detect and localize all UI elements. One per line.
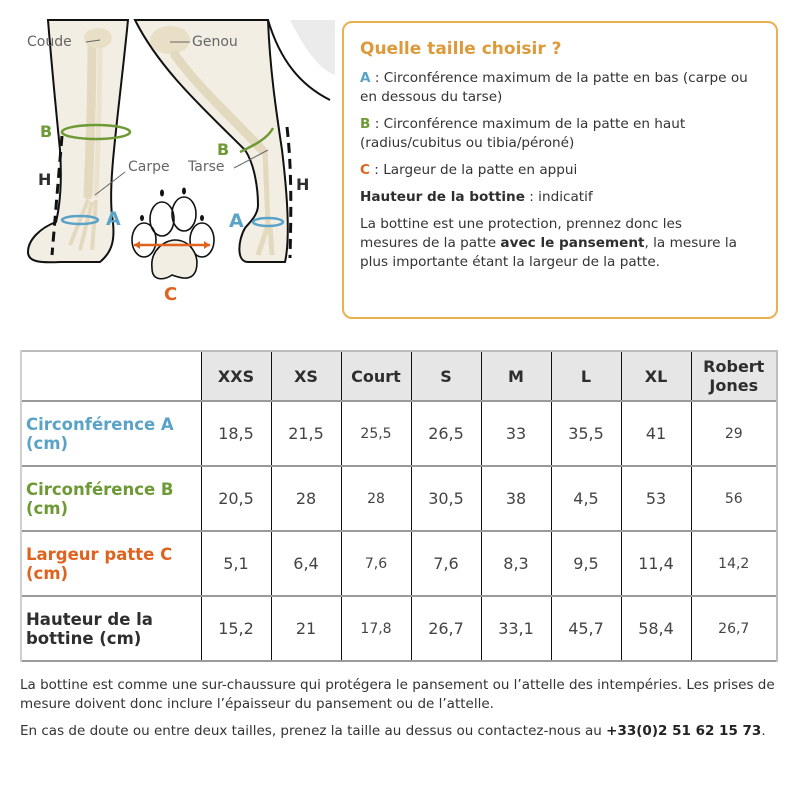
table-row [21,596,777,661]
paw-print-icon [132,197,214,279]
label-knee: Genou [192,34,238,50]
table-cell: 29 [691,401,777,466]
size-table [20,350,778,662]
label-b-front: B [40,122,53,141]
table-cell: 7,6 [341,531,411,596]
label-c-paw: C [164,284,178,305]
label-carpus: Carpe [128,159,170,175]
info-item-a-text: Circonférence maximum de la patte en bas (carpe ou en dessous du tarse) [360,70,748,105]
table-cell: 41 [621,401,691,466]
column-header: S [411,351,481,401]
table-cell: 25,5 [341,401,411,466]
table-cell: 45,7 [551,596,621,661]
leg-measurement-illustration [0,0,340,310]
label-a-hind: A [229,210,244,232]
note-text-end: , la mesure la plus importante étant la largeur de la patte. [360,235,737,270]
table-cell: 35,5 [551,401,621,466]
info-note [360,215,760,272]
table-cell: 26,5 [411,401,481,466]
size-table-container [20,350,776,662]
label-a-front: A [106,208,121,230]
table-cell: 20,5 [201,466,271,531]
info-item-height [360,188,760,207]
info-item-c-text: Largeur de la patte en appui [383,162,578,178]
table-cell: 18,5 [201,401,271,466]
table-cell: 14,2 [691,531,777,596]
phone-number[interactable]: +33(0)2 51 62 15 73 [606,723,762,739]
label-h-hind: H [296,175,310,194]
table-cell: 7,6 [411,531,481,596]
row-header-width-c: Largeur patte C (cm) [21,531,201,596]
column-header: M [481,351,551,401]
footer-notes [20,676,790,749]
table-row [21,401,777,466]
table-cell: 5,1 [201,531,271,596]
key-b: B [360,116,371,132]
info-item-b-text: Circonférence maximum de la patte en haut (radius/cubitus ou tibia/péroné) [360,116,686,151]
label-h-front: H [38,170,52,189]
table-cell: 33,1 [481,596,551,661]
row-header-circumference-a: Circonférence A (cm) [21,401,201,466]
separator: : [369,162,384,178]
row-header-circumference-b: Circonférence B (cm) [21,466,201,531]
label-b-hind: B [217,140,230,159]
label-elbow: Coude [27,34,72,50]
column-header: XXS [201,351,271,401]
key-c: C [360,162,370,178]
column-header: Court [341,351,411,401]
header-blank [21,351,201,401]
info-item-a [360,69,760,107]
footer-paragraph-1: La bottine est comme une sur-chaussure qui protégera le pansement ou l’attelle des intempéries. Les prises de mesure doivent donc inclure l’épaisseur du pansement ou de l’attelle. [20,677,775,712]
note-text: La bottine est une protection, prennez donc les mesures de la patte [360,216,682,251]
size-guide-info-box [342,21,778,319]
footer-contact-text: En cas de doute ou entre deux tailles, prenez la taille au dessus ou contactez-nous au [20,723,607,739]
separator: : [370,116,384,132]
table-cell: 30,5 [411,466,481,531]
label-tarsus: Tarse [188,159,225,175]
table-cell: 56 [691,466,777,531]
table-cell: 6,4 [271,531,341,596]
column-header: L [551,351,621,401]
info-item-c [360,161,760,180]
note-emphasis: avec le pansement [500,235,645,251]
table-cell: 9,5 [551,531,621,596]
info-item-height-text: indicatif [538,189,593,205]
table-row [21,466,777,531]
table-cell: 26,7 [411,596,481,661]
row-header-boot-height: Hauteur de la bottine (cm) [21,596,201,661]
table-cell: 58,4 [621,596,691,661]
column-header: XL [621,351,691,401]
table-cell: 38 [481,466,551,531]
column-header: Robert Jones [691,351,777,401]
table-cell: 33 [481,401,551,466]
table-cell: 26,7 [691,596,777,661]
info-item-b [360,115,760,153]
footer-period: . [761,723,766,739]
table-cell: 17,8 [341,596,411,661]
table-header-row [21,351,777,401]
info-title: Quelle taille choisir ? [360,39,562,59]
table-cell: 15,2 [201,596,271,661]
table-cell: 11,4 [621,531,691,596]
footer-paragraph-2 [20,722,790,741]
table-cell: 21 [271,596,341,661]
column-header: XS [271,351,341,401]
separator: : [370,70,384,86]
table-row [21,531,777,596]
separator: : [524,189,539,205]
table-cell: 28 [341,466,411,531]
table-cell: 21,5 [271,401,341,466]
key-height: Hauteur de la bottine [360,189,525,205]
table-cell: 8,3 [481,531,551,596]
table-cell: 28 [271,466,341,531]
table-cell: 4,5 [551,466,621,531]
table-cell: 53 [621,466,691,531]
key-a: A [360,70,371,86]
